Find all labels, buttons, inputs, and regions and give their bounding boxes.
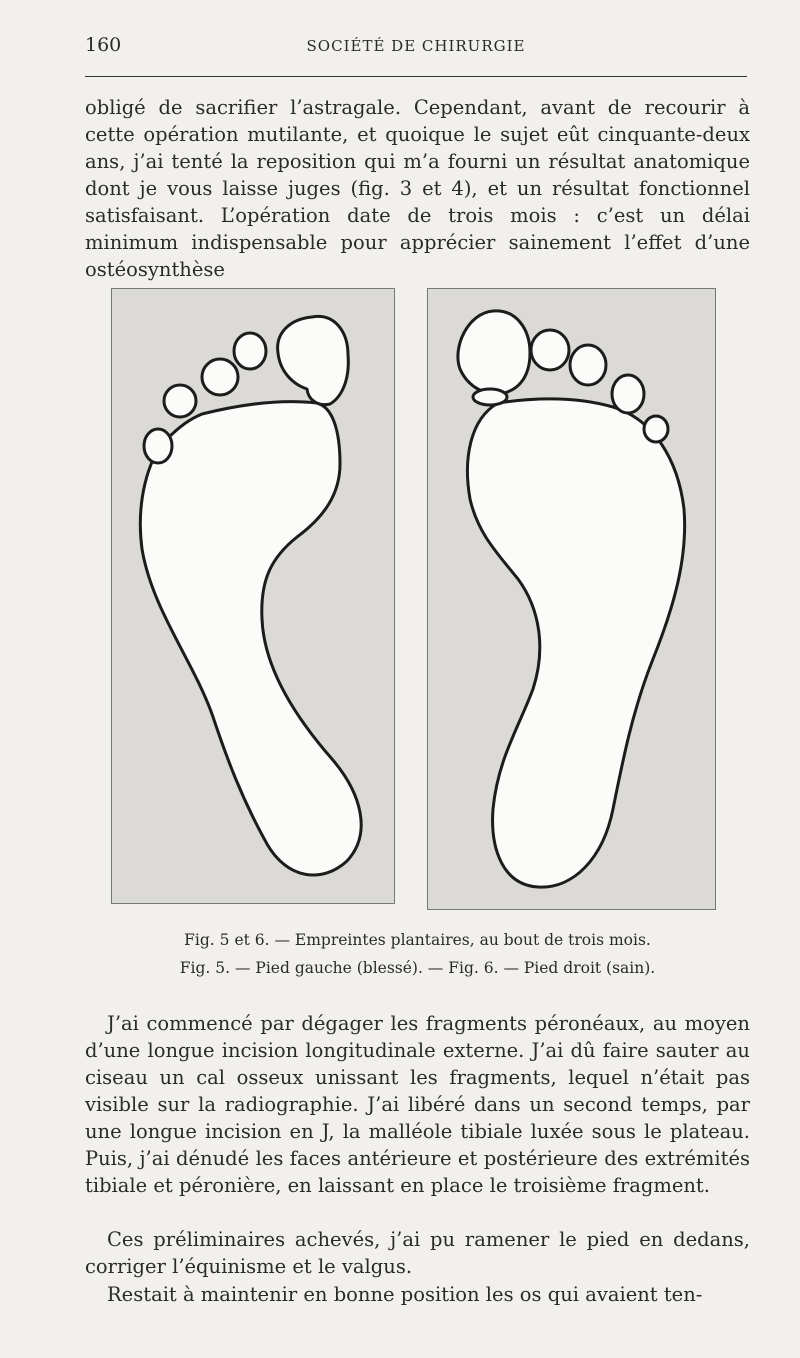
footprint-left-drawing (112, 289, 394, 903)
paragraph-procedure: J’ai commencé par dégager les fragments péronéaux, au moyen d’une longue incision longitudinale externe. J’ai dû faire sauter au ciseau un cal osseux unissant les fragments, lequel n’était pas visible sur la radiographie. J’ai libéré dans un second temps, par une longue incision en J, la malléole tibiale luxée sous le plateau. Puis, j’ai dénudé les faces antérieure et postérieure des extrémités tibiale et péronière, en laissant en place le troisième fragment. (85, 1012, 750, 1197)
figure-5-left-footprint (111, 288, 395, 904)
running-head: SOCIÉTÉ DE CHIRURGIE (306, 37, 526, 55)
footprint-right-drawing (428, 289, 715, 909)
figure-captions (85, 926, 750, 982)
header-rule (85, 76, 747, 77)
paragraph-continuation: Restait à maintenir en bonne position les os qui avaient ten- (107, 1283, 703, 1306)
figure-6-right-footprint (427, 288, 716, 910)
paragraph-intro: obligé de sacrifier l’astragale. Cependant, avant de recourir à cette opération mutilante, et quoique le sujet eût cinquante-deux ans, j’ai tenté la reposition qui m’a fourni un résultat anatomique dont je vous laisse juges (fig. 3 et 4), et un résultat fonctionnel satisfaisant. L’opération date de trois mois : c’est un délai minimum indispensable pour apprécier sainement l’effet d’une ostéosynthèse (85, 96, 750, 281)
caption-line-1: Fig. 5 et 6. — Empreintes plantaires, au bout de trois mois. (184, 931, 651, 949)
caption-line-2: Fig. 5. — Pied gauche (blessé). — Fig. 6. — Pied droit (sain). (179, 959, 656, 977)
page-header (85, 34, 747, 60)
page-number: 160 (85, 34, 122, 56)
paragraph-preliminaries: Ces préliminaires achevés, j’ai pu ramener le pied en dedans, corriger l’équinisme et le valgus. (85, 1228, 750, 1278)
